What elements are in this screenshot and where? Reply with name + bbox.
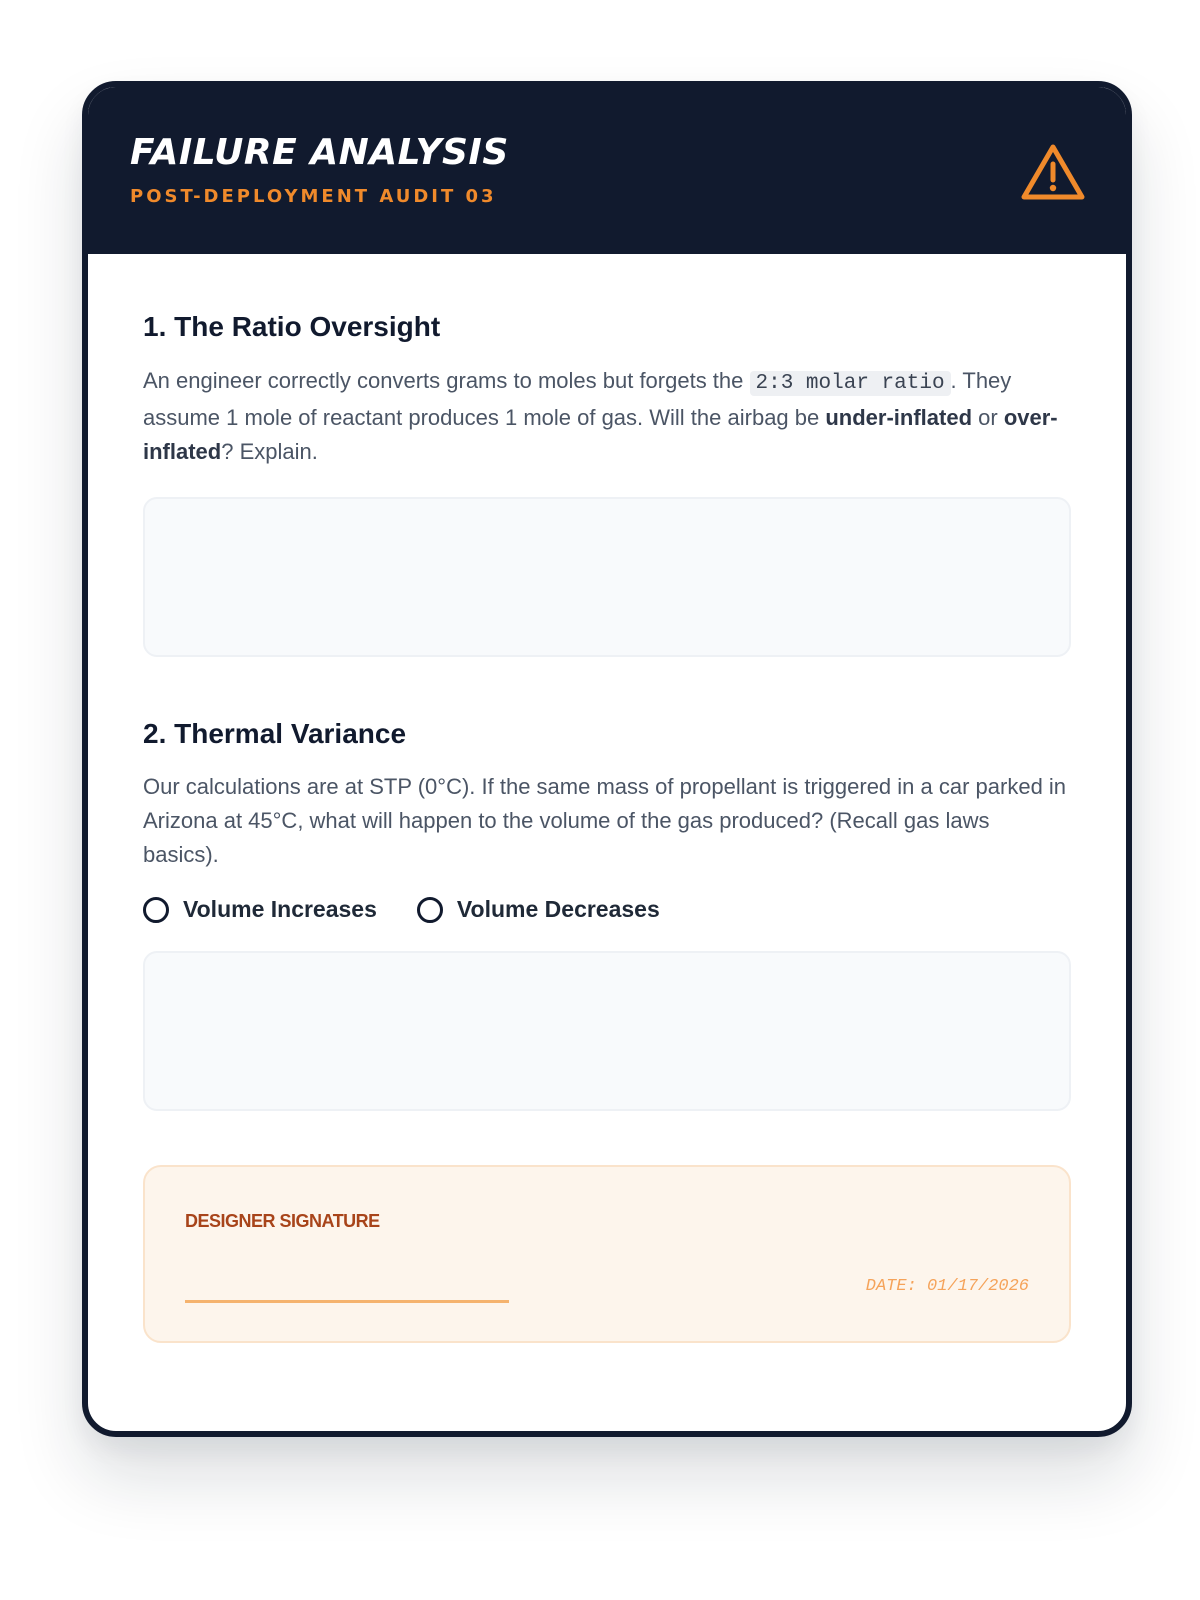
question-1: [143, 254, 1071, 657]
card-content: [88, 254, 1126, 1343]
question-2-answer-field[interactable]: [143, 951, 1071, 1111]
molar-ratio-code: 2:3 molar ratio: [750, 371, 951, 396]
question-1-answer-field[interactable]: [143, 497, 1071, 657]
question-1-text: [143, 364, 1071, 469]
option-label-volume-increases: Volume Increases: [183, 896, 377, 923]
radio-volume-increases[interactable]: [143, 897, 169, 923]
question-2-text: Our calculations are at STP (0°C). If the same mass of propellant is triggered in a car parked in Arizona at 45°C, what will happen to the volume of the gas produced? (Recall gas laws basics).: [143, 774, 1067, 868]
signature-line[interactable]: [185, 1300, 509, 1303]
question-1-text-part: or: [972, 404, 1004, 430]
question-1-text-part: . They assume 1 mole of reactant produces 1 mole of gas. Will the airbag be: [143, 367, 1012, 430]
page-subtitle: POST-DEPLOYMENT AUDIT 03: [130, 186, 497, 207]
option-label-volume-decreases: Volume Decreases: [456, 896, 660, 923]
option-volume-decreases[interactable]: [417, 896, 660, 923]
designer-signature-label: DESIGNER SIGNATURE: [185, 1211, 380, 1232]
question-2-title: 2. Thermal Variance: [143, 717, 407, 749]
question-1-text-part: An engineer correctly converts grams to moles but forgets the: [143, 367, 750, 393]
warning-triangle-icon: [1020, 142, 1086, 202]
signature-date: DATE: 01/17/2026: [865, 1277, 1029, 1297]
failure-analysis-card: [82, 81, 1132, 1437]
question-1-text-part: ? Explain.: [221, 438, 318, 464]
question-1-title: 1. The Ratio Oversight: [143, 311, 441, 342]
question-2: [143, 657, 1071, 1112]
signature-panel: [143, 1165, 1071, 1343]
option-volume-increases[interactable]: [143, 896, 377, 923]
page-title: FAILURE ANALYSIS: [130, 132, 509, 173]
over-inflated-term: over-inflated: [143, 404, 1058, 464]
radio-volume-decreases[interactable]: [417, 897, 443, 923]
card-header: [88, 87, 1126, 254]
volume-options: [143, 896, 1071, 923]
under-inflated-term: under-inflated: [825, 404, 973, 430]
